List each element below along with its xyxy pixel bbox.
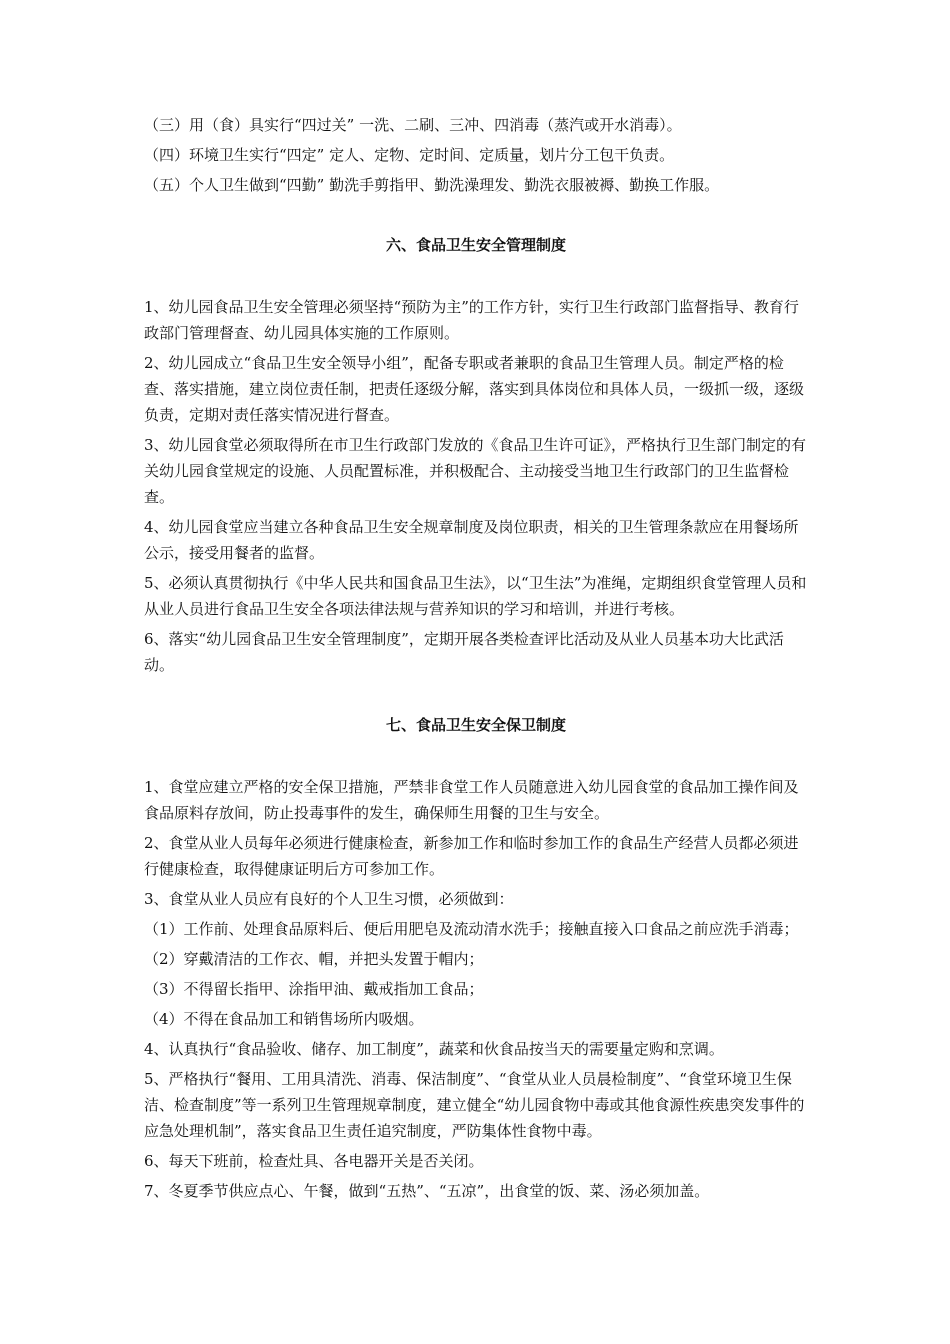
section-6-item-5: 5、必须认真贯彻执行《中华人民共和国食品卫生法》，以“卫生法”为准绳，定期组织食堂管理人员和从业人员进行食品卫生安全各项法律法规与营养知识的学习和培训，并进行考核。 (144, 574, 807, 618)
intro-paragraph-3: （三）用（食）具实行“四过关” 一洗、二刷、三冲、四消毒（蒸汽或开水消毒）。 (144, 116, 682, 134)
document-page (144, 112, 808, 1208)
section-6-title: 六、食品卫生安全管理制度 (385, 236, 566, 254)
section-6-item-6: 6、落实“幼儿园食品卫生安全管理制度”，定期开展各类检查评比活动及从业人员基本功大比武活动。 (144, 630, 784, 674)
section-7-item-7: 7、冬夏季节供应点心、午餐，做到“五热”、“五凉”，出食堂的饭、菜、汤必须加盖。 (144, 1182, 710, 1200)
section-6-item-1: 1、幼儿园食品卫生安全管理必须坚持“预防为主”的工作方针，实行卫生行政部门监督指导、教育行政部门管理督查、幼儿园具体实施的工作原则。 (144, 298, 799, 342)
intro-paragraph-5: （五）个人卫生做到“四勤” 勤洗手剪指甲、勤洗澡理发、勤洗衣服被褥、勤换工作服。 (144, 176, 720, 194)
section-7-item-6: 6、每天下班前，检查灶具、各电器开关是否关闭。 (144, 1152, 484, 1170)
section-6-item-3: 3、幼儿园食堂必须取得所在市卫生行政部门发放的《食品卫生许可证》，严格执行卫生部门制定的有关幼儿园食堂规定的设施、人员配置标准，并积极配合、主动接受当地卫生行政部门的卫生监督检查。 (144, 436, 807, 506)
intro-paragraph-4: （四）环境卫生实行“四定” 定人、定物、定时间、定质量，划片分工包干负责。 (144, 146, 675, 164)
section-7-subitem-3: （3）不得留长指甲、涂指甲油、戴戒指加工食品； (144, 980, 484, 998)
section-7-item-4: 4、认真执行“食品验收、储存、加工制度”，蔬菜和伙食品按当天的需要量定购和烹调。 (144, 1040, 724, 1058)
section-6-item-4: 4、幼儿园食堂应当建立各种食品卫生安全规章制度及岗位职责，相关的卫生管理条款应在用餐场所公示，接受用餐者的监督。 (144, 518, 799, 562)
section-7-item-1: 1、食堂应建立严格的安全保卫措施，严禁非食堂工作人员随意进入幼儿园食堂的食品加工操作间及食品原料存放间，防止投毒事件的发生，确保师生用餐的卫生与安全。 (144, 778, 799, 822)
section-7-item-2: 2、食堂从业人员每年必须进行健康检查，新参加工作和临时参加工作的食品生产经营人员都必须进行健康检查，取得健康证明后方可参加工作。 (144, 834, 799, 878)
section-6-item-2: 2、幼儿园成立“食品卫生安全领导小组”，配备专职或者兼职的食品卫生管理人员。制定严格的检查、落实措施，建立岗位责任制，把责任逐级分解，落实到具体岗位和具体人员，一级抓一级，逐级负责，定期对责任落实情况进行督查。 (144, 354, 805, 424)
section-7-subitem-1: （1）工作前、处理食品原料后、便后用肥皂及流动清水洗手；接触直接入口食品之前应洗手消毒； (144, 920, 799, 938)
section-7-subitem-2: （2）穿戴清洁的工作衣、帽，并把头发置于帽内； (144, 950, 484, 968)
section-7-subitem-4: （4）不得在食品加工和销售场所内吸烟。 (144, 1010, 424, 1028)
section-7-title: 七、食品卫生安全保卫制度 (385, 716, 566, 734)
section-7-item-5: 5、严格执行“餐用、工用具清洗、消毒、保洁制度”、“食堂从业人员晨检制度”、“食堂环境卫生保洁、检查制度”等一系列卫生管理规章制度，建立健全“幼儿园食物中毒或其他食源性疾患突发事件的应急处理机制”，落实食品卫生责任追究制度，严防集体性食物中毒。 (144, 1070, 805, 1140)
section-7-item-3: 3、食堂从业人员应有良好的个人卫生习惯，必须做到： (144, 890, 514, 908)
